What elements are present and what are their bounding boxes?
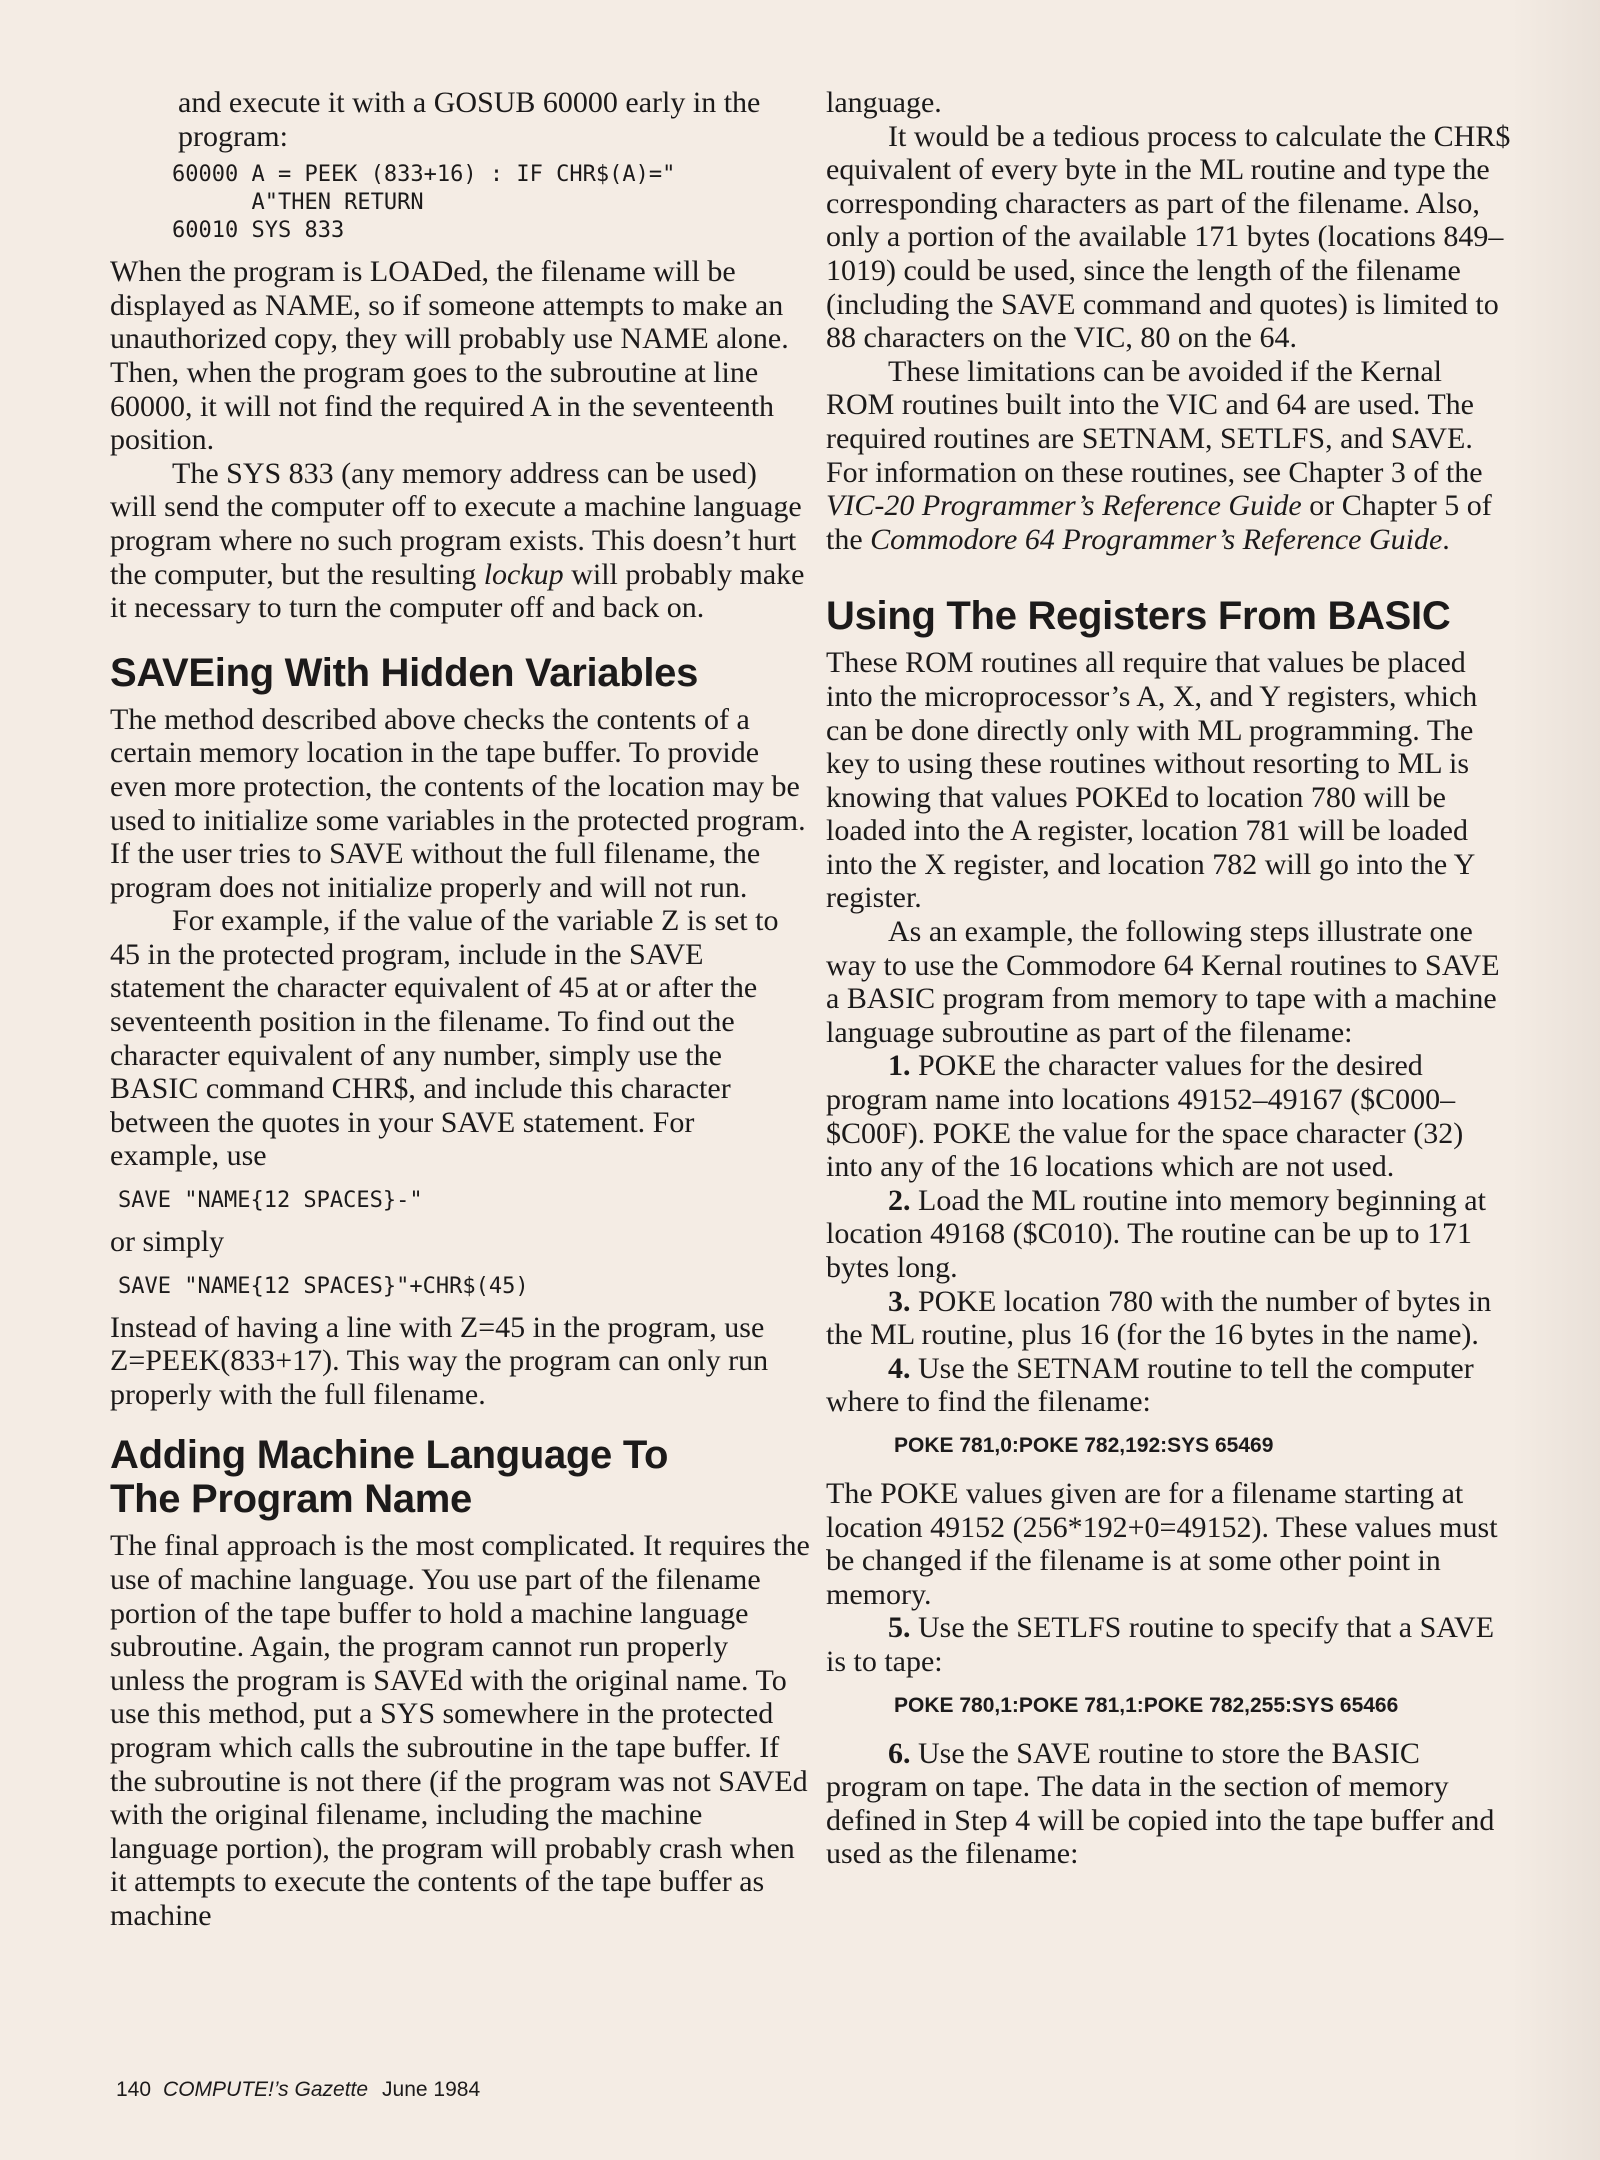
magazine-name: COMPUTE!’s Gazette: [163, 2078, 369, 2101]
save-code-1: SAVE "NAME{12 SPACES}-": [118, 1188, 423, 1214]
step-item: [826, 1352, 1516, 1419]
step-number: 4.: [888, 1351, 911, 1385]
paragraph: The method described above checks the contents of a certain memory location in the tape buffer. To provide even more protection, the contents of the location may be used to initialize some variables in the protected program. If the user tries to SAVE without the full filename, the program does not initialize properly and will not run.: [110, 702, 806, 904]
step-number: 6.: [888, 1736, 911, 1770]
continued-text: language.: [826, 86, 942, 119]
paragraph: As an example, the following steps illustrate one way to use the Commodore 64 Kernal routines to SAVE a BASIC program from memory to tape with a machine language subroutine as part of the filename:: [826, 915, 1500, 1049]
heading-hidden-variables: SAVEing With Hidden Variables: [110, 650, 699, 695]
step-number: 2.: [888, 1183, 911, 1217]
gosub-code-block: [172, 161, 810, 245]
paragraph: When the program is LOADed, the filename will be displayed as NAME, so if someone attempts to make an unauthorized copy, they will probably use NAME alone. Then, when the program goes to the subroutine at line 60000, it will not find the required A in the seventeenth position.: [110, 255, 789, 457]
left-column: [110, 86, 810, 1933]
text: These limitations can be avoided if the Kernal ROM routines built into the VIC and 64 are used. The required routines are SETNAM, SETLFS, and SAVE. For information on these routines, see Chapter 3 of the: [826, 354, 1483, 489]
reference-vic20: VIC-20 Programmer’s Reference Guide: [826, 489, 1302, 523]
page-edge-shading: [1510, 0, 1600, 2160]
save-code-2: SAVE "NAME{12 SPACES}"+CHR$(45): [118, 1273, 529, 1299]
page-footer: [116, 2078, 480, 2102]
poke-setnam: POKE 781,0:POKE 782,192:SYS 65469: [894, 1433, 1274, 1457]
intro-text: and execute it with a GOSUB 60000 early in the program:: [178, 86, 761, 153]
page-number: 140: [116, 2078, 152, 2101]
code-line: A"THEN RETURN: [172, 190, 424, 216]
step-text: POKE the character values for the desired program name into locations 49152–49167 ($C000–$C00F). POKE the value for the space character (32) into any of the 16 locations which are not used.: [826, 1049, 1464, 1184]
step-item: [826, 1737, 1516, 1871]
code-line: 60010 SYS 833: [172, 218, 345, 244]
sys-text-before: The SYS 833 (any memory address can be used) will send the computer off to execute a machine language program where no such program exists. This doesn’t hurt the computer, but the resulting: [110, 456, 802, 591]
paragraph: It would be a tedious process to calculate the CHR$ equivalent of every byte in the ML routine and type the corresponding characters as part of the filename. Also, only a portion of the available 171 bytes (locations 849–1019) could be used, since the length of the filename (including the SAVE command and quotes) is limited to 88 characters on the VIC, 80 on the 64.: [826, 119, 1511, 355]
step-text: POKE location 780 with the number of bytes in the ML routine, plus 16 (for the 16 bytes in the name).: [826, 1284, 1492, 1352]
paragraph: Instead of having a line with Z=45 in the program, use Z=PEEK(833+17). This way the program can only run properly with the full filename.: [110, 1310, 769, 1411]
paragraph: For example, if the value of the variable Z is set to 45 in the protected program, include in the SAVE statement the character equivalent of 45 at or after the seventeenth position in the filename. To find out the character equivalent of any number, simply use the BASIC command CHR$, and include this character between the quotes in your SAVE statement. For example, use: [110, 904, 779, 1173]
text: or Chapter 5 of the: [826, 489, 1492, 556]
or-simply: or simply: [110, 1225, 225, 1259]
step-item: [826, 1049, 1516, 1183]
step-item: [826, 1285, 1516, 1352]
heading-line: Adding Machine Language To: [110, 1433, 669, 1478]
issue-date: June 1984: [382, 2078, 481, 2101]
paragraph: These ROM routines all require that values be placed into the microprocessor’s A, X, and Y registers, which can be done directly only with ML programming. The key to using these routines without resorting to ML is knowing that values POKEd to location 780 will be loaded into the A register, location 781 will be loaded into the X register, and location 782 will go into the Y register.: [826, 646, 1478, 915]
text: .: [1442, 522, 1450, 556]
step-text: Load the ML routine into memory beginning at location 49168 ($C010). The routine can be up to 171 bytes long.: [826, 1183, 1486, 1284]
step-number: 5.: [888, 1611, 911, 1645]
right-column: [826, 86, 1516, 1871]
step-text: Use the SETLFS routine to specify that a SAVE is to tape:: [826, 1611, 1495, 1678]
heading-adding-ml: [110, 1433, 810, 1521]
kernal-paragraph: [826, 355, 1516, 557]
step-text: Use the SAVE routine to store the BASIC program on tape. The data in the section of memory defined in Step 4 will be copied into the tape buffer and used as the filename:: [826, 1736, 1495, 1871]
step-text: Use the SETNAM routine to tell the computer where to find the filename:: [826, 1351, 1474, 1419]
poke-setlfs: POKE 780,1:POKE 781,1:POKE 782,255:SYS 65466: [894, 1693, 1399, 1717]
step-item: [826, 1611, 1516, 1678]
heading-registers: Using The Registers From BASIC: [826, 594, 1451, 639]
heading-line: The Program Name: [110, 1477, 472, 1522]
reference-c64: Commodore 64 Programmer’s Reference Guide: [870, 522, 1443, 556]
step-number: 3.: [888, 1284, 911, 1318]
paragraph: The POKE values given are for a filename starting at location 49152 (256*192+0=49152). These values must be changed if the filename is at some other point in memory.: [826, 1476, 1498, 1611]
sys-text-after: will probably make it necessary to turn the computer off and back on.: [110, 557, 805, 625]
sys-paragraph: [110, 457, 810, 625]
step-number: 1.: [888, 1049, 911, 1083]
lockup-term: lockup: [483, 557, 564, 591]
code-line: 60000 A = PEEK (833+16) : IF CHR$(A)=": [172, 162, 676, 188]
paragraph: The final approach is the most complicated. It requires the use of machine language. You use part of the filename portion of the tape buffer to hold a machine language subroutine. Again, the program cannot run properly unless the program is SAVEd with the original name. To use this method, put a SYS somewhere in the protected program which calls the subroutine in the tape buffer. If the subroutine is not there (if the program was not SAVEd with the original filename, including the machine language portion), the program will probably crash when it attempts to execute the contents of the tape buffer as machine: [110, 1529, 810, 1932]
step-item: [826, 1184, 1516, 1285]
